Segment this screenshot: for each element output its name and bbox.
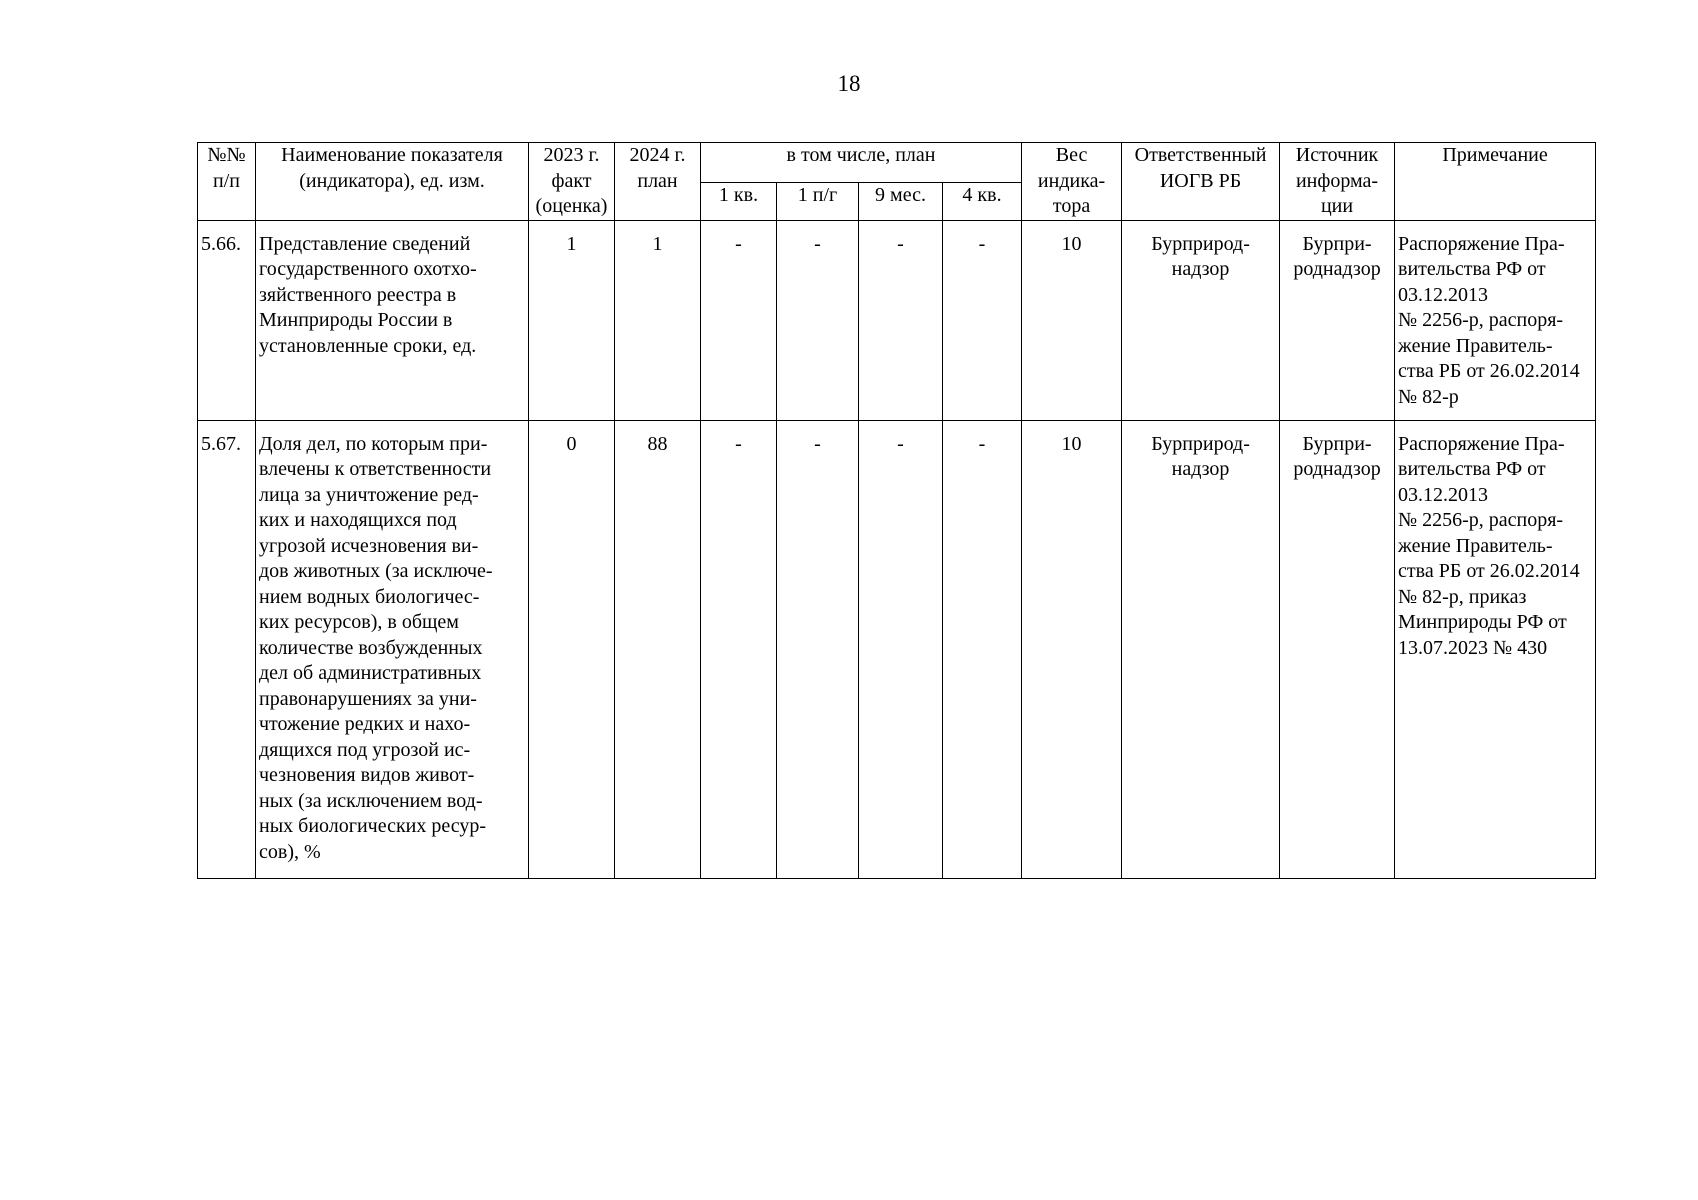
- row-q4: -: [943, 220, 1022, 420]
- header-name: Наименование показателя (индикатора), ед. изм.: [256, 143, 529, 221]
- table-row: [198, 220, 1596, 420]
- header-q4: 4 кв.: [943, 183, 1022, 220]
- row-name: Доля дел, по которым при- влечены к ответственности лица за уничтожение ред- ких и находящихся под угрозой исчезновения ви- дов животных (за исключе- нием водных биологичес- ких ресурсов), в общем количестве возбужденных дел об административных правонарушениях за уни- чтожение редких и нахо- дящихся под угрозой ис- чезновения видов живот- ных (за исключением вод- ных биологических ресур- сов), %: [256, 420, 529, 878]
- header-weight: Вес индика- тора: [1022, 143, 1122, 221]
- row-num: 5.67.: [198, 420, 256, 878]
- row-plan-2024: 1: [615, 220, 701, 420]
- row-responsible: Бурприрод- надзор: [1122, 220, 1280, 420]
- row-fact-2023: 1: [529, 220, 615, 420]
- indicators-table: [197, 142, 1596, 879]
- row-h1: -: [777, 420, 859, 878]
- header-including-plan: в том числе, план: [701, 143, 1022, 183]
- row-num: 5.66.: [198, 220, 256, 420]
- header-9m: 9 мес.: [859, 183, 943, 220]
- header-num: №№ п/п: [198, 143, 256, 221]
- table-row: [198, 420, 1596, 878]
- row-q1: -: [701, 420, 777, 878]
- row-h1: -: [777, 220, 859, 420]
- row-9m: -: [859, 220, 943, 420]
- row-q4: -: [943, 420, 1022, 878]
- row-9m: -: [859, 420, 943, 878]
- row-note: Распоряжение Пра- вительства РФ от 03.12.2013 № 2256-р, распоря- жение Правитель- ства РБ от 26.02.2014 № 82-р, приказ Минприроды РФ от 13.07.2023 № 430: [1395, 420, 1596, 878]
- row-weight: 10: [1022, 220, 1122, 420]
- header-note: Примечание: [1395, 143, 1596, 221]
- row-note: Распоряжение Пра- вительства РФ от 03.12.2013 № 2256-р, распоря- жение Правитель- ства РБ от 26.02.2014 № 82-р: [1395, 220, 1596, 420]
- header-h1: 1 п/г: [777, 183, 859, 220]
- row-plan-2024: 88: [615, 420, 701, 878]
- header-source: Источник информа- ции: [1280, 143, 1395, 221]
- header-responsible: Ответственный ИОГВ РБ: [1122, 143, 1280, 221]
- header-plan-2024: 2024 г. план: [615, 143, 701, 221]
- row-q1: -: [701, 220, 777, 420]
- header-q1: 1 кв.: [701, 183, 777, 220]
- page-number: 18: [837, 71, 861, 96]
- row-source: Бурпри- роднадзор: [1280, 220, 1395, 420]
- row-fact-2023: 0: [529, 420, 615, 878]
- row-responsible: Бурприрод- надзор: [1122, 420, 1280, 878]
- row-weight: 10: [1022, 420, 1122, 878]
- header-fact-2023: 2023 г. факт (оценка): [529, 143, 615, 221]
- row-source: Бурпри- роднадзор: [1280, 420, 1395, 878]
- row-name: Представление сведений государственного охотхо- зяйственного реестра в Минприроды России в установленные сроки, ед.: [256, 220, 529, 420]
